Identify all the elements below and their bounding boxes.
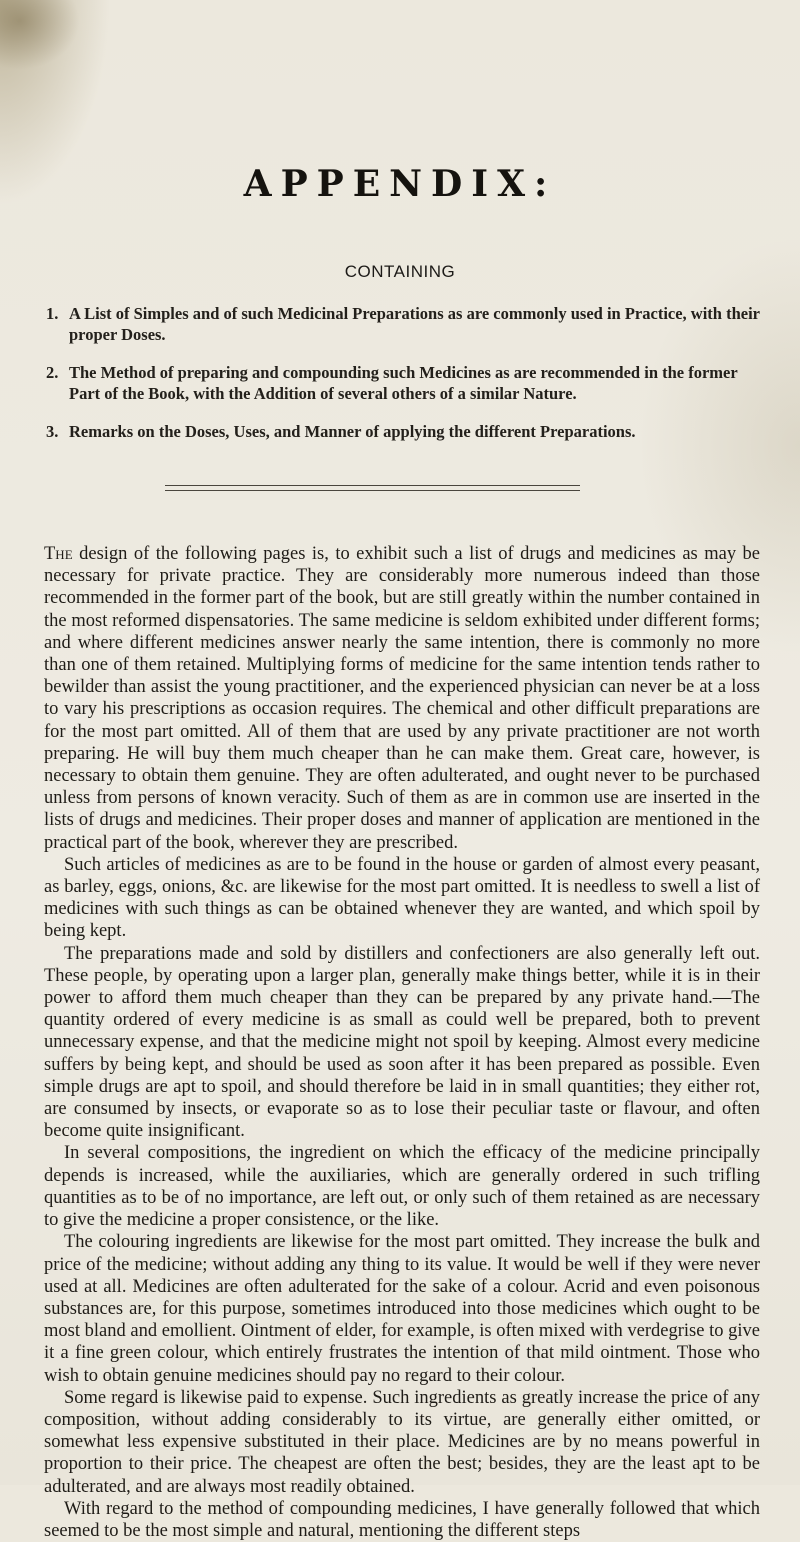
appendix-heading: APPENDIX:: [243, 163, 557, 205]
body-paragraph: In several compositions, the ingredient on which the efficacy of the medicine principally depends is increased, while the auxiliaries, which are generally ordered in such trifling quantities as to be of no importance, are left out, or only such of them retained as are necessary to give the medicine a proper consistence, or the like.: [44, 1143, 760, 1231]
body-text: [44, 543, 760, 1542]
contents-item-text: A List of Simples and of such Medicinal Preparations as are commonly used in Practice, with their proper Doses.: [69, 304, 760, 344]
divider-rule: [165, 490, 580, 491]
contents-item-text: Remarks on the Doses, Uses, and Manner of applying the different Preparations.: [69, 422, 636, 441]
contents-item: [46, 303, 766, 345]
body-paragraph: With regard to the method of compounding medicines, I have generally followed that which seemed to be the most simple and natural, mentioning the different steps: [44, 1498, 760, 1541]
contents-item-number: 2.: [46, 363, 59, 382]
body-paragraph: Such articles of medicines as are to be found in the house or garden of almost every peasant, as barley, eggs, onions, &c. are likewise for the most part omitted. It is needless to swell a list of medicines with such things as can be obtained whenever they are wanted, and which spoil by being kept.: [44, 854, 760, 942]
body-paragraph: Some regard is likewise paid to expense. Such ingredients as greatly increase the price of any composition, without adding considerably to its virtue, are generally either omitted, or somewhat less expensive substituted in their place. Medicines are by no means powerful in proportion to their price. The cheapest are often the best; besides, they are the least apt to be adulterated, and are always most readily obtained.: [44, 1387, 760, 1497]
contents-item-text: The Method of preparing and compounding such Medicines as are recommended in the former Part of the Book, with the Addition of several others of a similar Nature.: [69, 363, 738, 403]
contents-item: [46, 421, 766, 442]
contents-list: [46, 303, 766, 459]
body-paragraph: [44, 543, 760, 854]
corner-stain: [0, 0, 80, 70]
paragraph-text: design of the following pages is, to exhibit such a list of drugs and medicines as may be necessary for private practice. They are considerably more numerous indeed than those recommended in the former part of the book, but are still greatly within the number contained in the most reformed dispensatories. The same medicine is seldom exhibited under different forms; and where different medicines answer nearly the same intention, there is commonly no more than one of them retained. Multiplying forms of medicine for the same intention tends rather to bewilder than assist the young practitioner, and the experienced physician can never be at a loss to vary his prescriptions as occasion requires. The chemical and other difficult preparations are for the most part omitted. All of them that are used by any private practitioner are not worth preparing. He will buy them much cheaper than he can make them. Great care, however, is necessary to obtain them genuine. They are often adulterated, and ought never to be purchased unless from persons of known veracity. Such of them as are in common use are inserted in the lists of drugs and medicines. Their proper doses and manner of application are mentioned in the practical part of the book, wherever they are prescribed.: [44, 544, 761, 853]
dropcap-word: The: [44, 544, 73, 564]
contents-item-number: 3.: [46, 422, 59, 441]
contents-item: [46, 362, 766, 404]
contents-item-number: 1.: [46, 304, 59, 323]
divider-rule: [165, 485, 580, 486]
body-paragraph: The colouring ingredients are likewise for the most part omitted. They increase the bulk and price of the medicine; without adding any thing to its value. It would be well if they were never used at all. Medicines are often adulterated for the sake of a colour. Acrid and even poisonous substances are, for this purpose, sometimes introduced into those medicines which ought to be most bland and emollient. Ointment of elder, for example, is often mixed with verdegrise to give it a fine green colour, which entirely frustrates the intention of that mild ointment. Those who wish to obtain genuine medicines should pay no regard to their colour.: [44, 1232, 760, 1386]
containing-subheading: CONTAINING: [344, 262, 456, 281]
body-paragraph: The preparations made and sold by distillers and confectioners are also generally left out. These people, by operating upon a larger plan, generally make things better, while it is in their power to afford them much cheaper than they can be prepared by any private hand.—The quantity ordered of every medicine is as small as could well be prepared, both to prevent unnecessary expense, and that the medicine might not spoil by keeping. Almost every medicine suffers by being kept, and should be used as soon after it has been prepared as possible. Even simple drugs are apt to spoil, and should therefore be laid in in small quantities; they either rot, are consumed by insects, or evaporate so as to lose their peculiar taste or flavour, and often become quite insignificant.: [44, 943, 760, 1142]
